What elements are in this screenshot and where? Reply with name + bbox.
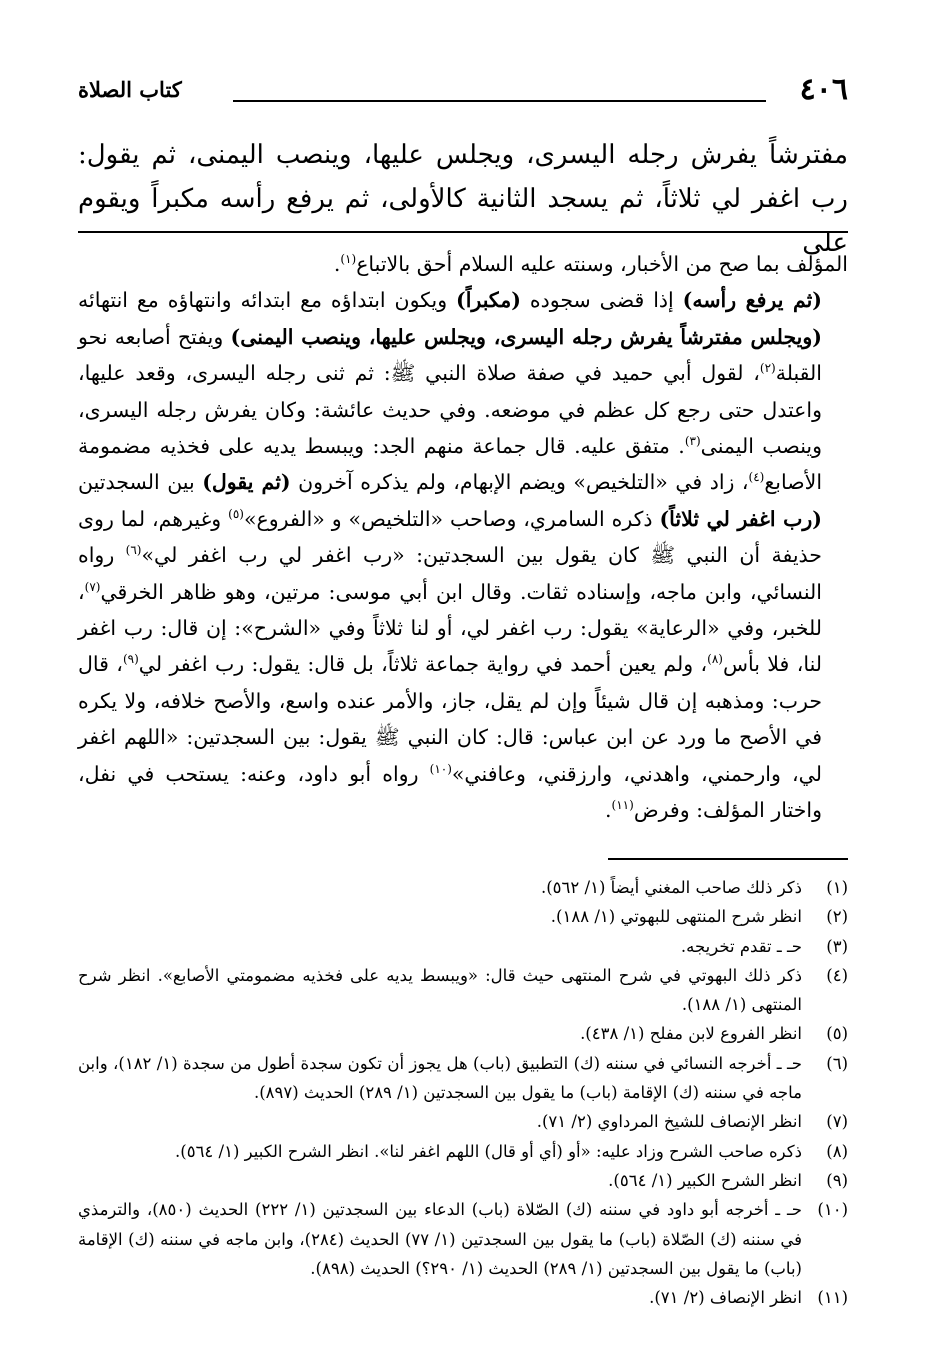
commentary-paragraph-2: (ثم يرفع رأسه) إذا قضى سجوده (مكبراً) ويكون ابتداؤه مع ابتدائه وانتهاؤه مع انتهائه (ويجلس مفترشاً يفرش رجله اليسرى، ويجلس عليها، وينصب اليمنى) ويفتح أصابعه نحو القبلة$^{(٢)}$، لقول أبي حميد في صفة صلاة النبي ﷺ: ثم ثنى رجله اليسرى، وقعد عليها، واعتدل حتى رجع كل عظم في موضعه. وفي حديث عائشة: وكان يفرش رجله اليسرى، وينصب اليمنى$^{(٣)}$. متفق عليه. قال جماعة منهم الجد: ويبسط يديه على فخذيه مضمومة الأصابع$^{(٤)}$، زاد في «التلخيص» ويضم الإبهام، ولم يذكره آخرون (ثم يقول) بين السجدتين (رب اغفر لي ثلاثاً) ذكره السامري، وصاحب «التلخيص» و «الفروع»$^{(٥)}$ وغيرهم، لما روى حذيفة أن النبي ﷺ كان يقول بين السجدتين: «رب اغفر لي رب اغفر لي»$^{(٦)}$ رواه النسائي، وابن ماجه، وإسناده ثقات. وقال ابن أبي موسى: مرتين، وهو ظاهر الخرقي$^{(٧)}$، للخبر، وفي «الرعاية» يقول: رب اغفر لي، أو لنا ثلاثاً وفي «الشرح»: إن قال: رب اغفر لنا، فلا بأس$^{(٨)}$، ولم يعين أحمد في رواية جماعة ثلاثاً، بل قال: يقول: رب اغفر لي$^{(٩)}$، قال حرب: ومذهبه إن قال شيئاً وإن لم يقل، جاز، والأمر عنده واسع، والأصح خلافه، ولا يكره في الأصح ما ورد عن ابن عباس: قال: كان النبي ﷺ يقول: بين السجدتين: «اللهم اغفر لي، وارحمني، واهدني، وارزقني، وعافني»$^{(١٠)}$ رواه أبو داود، وعنه: يستحب في نفل، واختار المؤلف: وفرض$^{(١١)}$. <box>78 288 823 823</box>
commentary-paragraph-1: المؤلف بما صح من الأخبار، وسنته عليه السلام أحق بالاتباع$^{(١)}$. <box>333 252 848 276</box>
page-header <box>78 72 848 108</box>
footnote-text: حـ ـ تقدم تخريجه. <box>680 936 802 956</box>
matn-separator-rule <box>78 231 848 233</box>
footnote-number: (٧) <box>826 1112 848 1132</box>
page-number: ٤٠٦ <box>799 72 848 107</box>
footnote-item <box>78 1283 848 1312</box>
footnotes <box>78 873 848 1312</box>
footnote-ref[interactable]: (٢) <box>759 361 776 376</box>
footnote-text: انظر الفروع لابن مفلح (١/ ٤٣٨). <box>580 1024 802 1044</box>
footnote-number: (٣) <box>826 936 848 956</box>
footnote-text: انظر الشرح الكبير (١/ ٥٦٤). <box>608 1170 802 1190</box>
footnote-ref[interactable]: (٧) <box>84 579 101 594</box>
footnote-ref[interactable]: (٥) <box>228 507 244 522</box>
footnote-number: (٨) <box>826 1141 848 1161</box>
running-title: كتاب الصلاة <box>78 77 182 102</box>
footnote-ref[interactable]: (١١) <box>611 798 634 813</box>
footnote-item <box>78 1107 848 1136</box>
commentary <box>78 246 848 829</box>
footnote-text: انظر شرح المنتهى للبهوتي (١/ ١٨٨). <box>550 907 802 927</box>
footnote-separator-rule <box>608 858 848 860</box>
footnote-ref[interactable]: (٩) <box>122 652 139 667</box>
footnote-item <box>78 1195 848 1283</box>
footnote-ref[interactable]: (٨) <box>707 652 723 667</box>
footnote-item <box>78 873 848 902</box>
footnote-number: (٥) <box>826 1024 848 1044</box>
footnote-number: (١٠) <box>817 1200 848 1220</box>
footnote-ref[interactable]: (٣) <box>684 434 701 449</box>
footnote-item <box>78 1049 848 1108</box>
matn-text: مفترشاً يفرش رجله اليسرى، ويجلس عليها، وينصب اليمنى، ثم يقول: رب اغفر لي ثلاثاً، ثم يسجد الثانية كالأولى، ثم يرفع رأسه مكبراً ويقوم على <box>78 140 848 258</box>
footnote-number: (٢) <box>826 907 848 927</box>
footnote-text: حـ ـ أخرجه النسائي في سننه (ك) التطبيق (باب) هل يجوز أن تكون سجدة أطول من سجدة (١/ ١٨٢)، وابن ماجه في سننه (ك) الإقامة (باب) ما يقول بين السجدتين (١/ ٢٨٩) الحديث (٨٩٧). <box>78 1053 802 1103</box>
footnote-text: انظر الإنصاف (٢/ ٧١). <box>649 1288 802 1308</box>
header-rule <box>233 100 766 102</box>
footnote-ref[interactable]: (٦) <box>125 543 142 558</box>
footnote-number: (٤) <box>826 965 848 985</box>
footnote-number: (٩) <box>826 1170 848 1190</box>
footnote-item <box>78 932 848 961</box>
footnote-ref[interactable]: (١) <box>340 252 357 267</box>
footnote-text: ذكر ذلك صاحب المغني أيضاً (١/ ٥٦٢). <box>540 878 802 897</box>
footnote-number: (٦) <box>826 1053 848 1073</box>
footnote-ref[interactable]: (١٠) <box>429 761 452 776</box>
footnote-item <box>78 1166 848 1195</box>
footnote-item <box>78 961 848 1020</box>
footnote-number: (١) <box>826 878 848 897</box>
footnote-text: حـ ـ أخرجه أبو داود في سننه (ك) الصّلاة (باب) الدعاء بين السجدتين (١/ ٢٢٢) الحديث (٨٥٠)، والترمذي في سننه (ك) الصّلاة (باب) ما يقول بين السجدتين (١/ ٧٧) الحديث (٢٨٤)، وابن ماجه في سننه (ك) الإقامة (باب) ما يقول بين السجدتين (١/ ٢٨٩) الحديث (١/ ٢٩٠؟) الحديث (٨٩٨). <box>78 1200 802 1278</box>
footnote-number: (١١) <box>817 1288 848 1308</box>
footnote-item <box>78 1019 848 1048</box>
footnote-ref[interactable]: (٤) <box>748 470 765 485</box>
footnote-text: ذكر ذلك البهوتي في شرح المنتهى حيث قال: «ويبسط يديه على فخذيه مضمومتي الأصابع». انظر شرح المنتهى (١/ ١٨٨). <box>78 965 802 1015</box>
footnote-text: ذكره صاحب الشرح وزاد عليه: «أو (أي أو قال) اللهم اغفر لنا». انظر الشرح الكبير (١/ ٥٦٤). <box>175 1141 802 1161</box>
footnote-item <box>78 902 848 931</box>
footnote-text: انظر الإنصاف للشيخ المرداوي (٢/ ٧١). <box>536 1112 802 1132</box>
footnote-item <box>78 1137 848 1166</box>
